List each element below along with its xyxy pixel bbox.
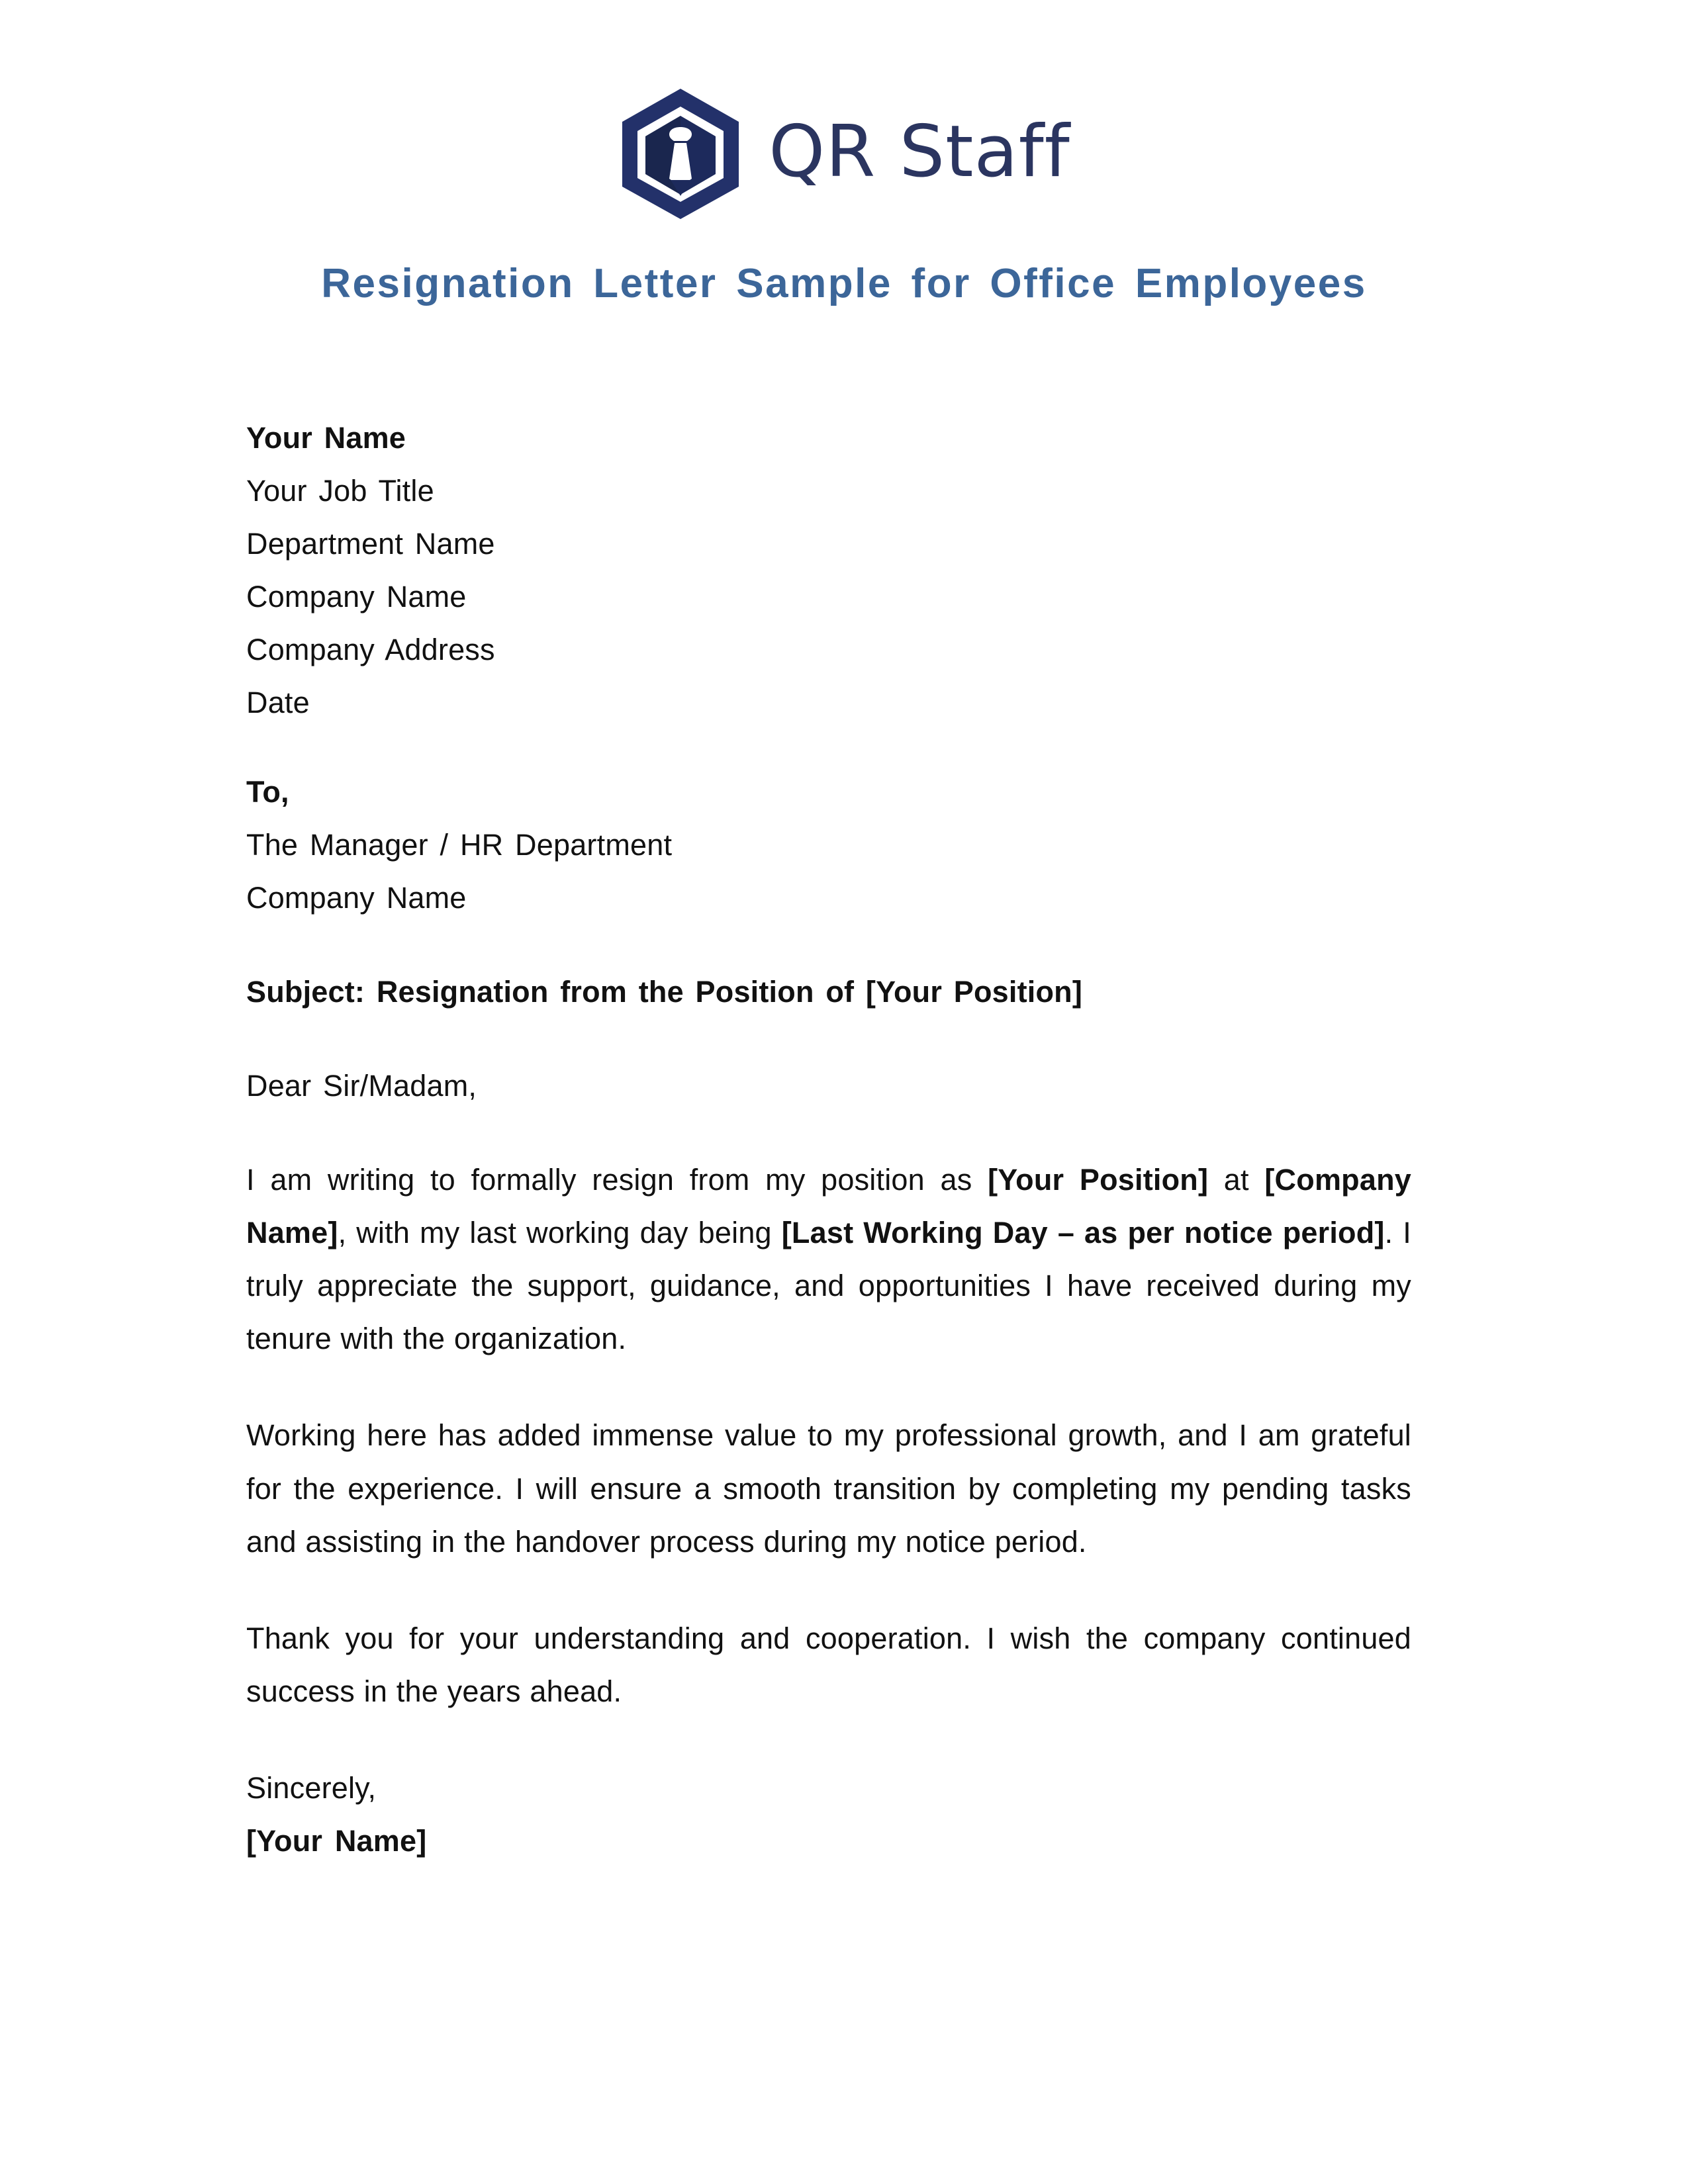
p1-part-1: I am writing to formally resign from my position as	[246, 1163, 988, 1197]
recipient-to-label: To,	[246, 774, 289, 809]
brand-header	[0, 86, 1688, 222]
spacer	[246, 1365, 1411, 1409]
sender-date: Date	[246, 686, 310, 720]
spacer	[246, 1019, 1411, 1060]
closing-salutation: Sincerely,	[246, 1770, 377, 1805]
p1-placeholder-company: [Company Name]	[246, 1163, 1411, 1250]
closing-name-placeholder: [Your Name]	[246, 1823, 427, 1858]
recipient-company: Company Name	[246, 880, 467, 915]
sender-department: Department Name	[246, 527, 495, 561]
p1-placeholder-last-working-day: [Last Working Day – as per notice period]	[781, 1216, 1385, 1250]
p1-part-2: at	[1208, 1163, 1265, 1197]
closing-block	[246, 1762, 1411, 1868]
page-title: Resignation Letter Sample for Office Employees	[321, 261, 1367, 306]
body-paragraph-2: Working here has added immense value to my professional growth, and I am grateful for the experience. I will ensure a smooth transition by completing my pending tasks and assisting in the handover process during my notice period.	[246, 1418, 1411, 1559]
brand-wordmark: QR Staff	[769, 110, 1070, 193]
p1-part-3: , with my last working day being	[338, 1216, 782, 1250]
recipient-block	[246, 766, 1411, 925]
subject-line: Subject: Resignation from the Position of [Your Position]	[246, 974, 1083, 1009]
spacer	[246, 730, 1411, 766]
sender-company: Company Name	[246, 580, 467, 614]
recipient-manager-line: The Manager / HR Department	[246, 827, 673, 862]
body-paragraph-3: Thank you for your understanding and cooperation. I wish the company continued success in the years ahead.	[246, 1621, 1411, 1708]
body-paragraph-1	[246, 1154, 1411, 1365]
greeting-line: Dear Sir/Madam,	[246, 1068, 477, 1103]
spacer	[246, 1718, 1411, 1762]
sender-job-title: Your Job Title	[246, 474, 434, 508]
p1-placeholder-position: [Your Position]	[988, 1163, 1209, 1197]
sender-company-address: Company Address	[246, 633, 495, 667]
sender-name: Your Name	[246, 421, 406, 455]
letter-body	[246, 412, 1411, 1868]
sender-block	[246, 412, 1411, 730]
p1-part-4: . I truly appreciate the support, guidance, and opportunities I have received during my tenure with the organization.	[246, 1216, 1411, 1356]
spacer	[246, 1113, 1411, 1154]
qr-staff-hexagon-necktie-icon	[618, 86, 743, 222]
spacer	[246, 1569, 1411, 1612]
spacer	[246, 925, 1411, 966]
